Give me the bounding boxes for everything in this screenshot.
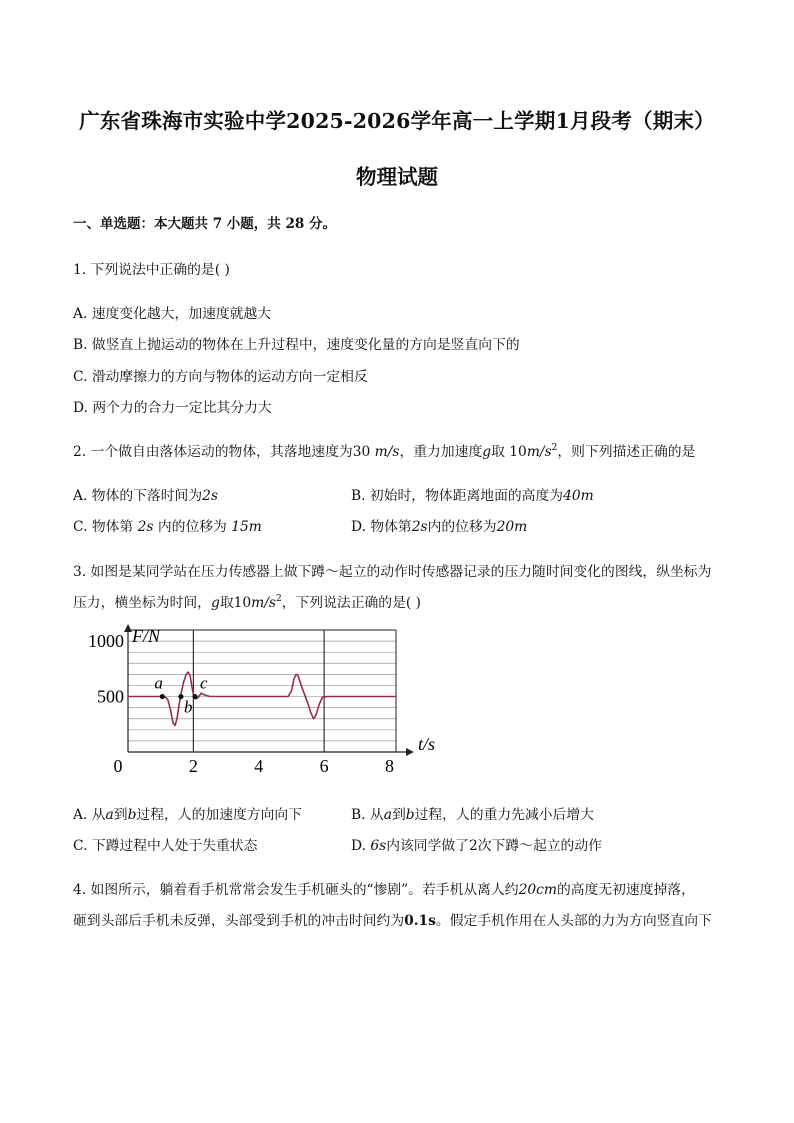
q3-g-exponent: 2 [275,594,282,604]
q4-stem-part: 。假定手机作用在人头部的力为方向竖直向下 [435,913,712,929]
q2-option-a-value: 2s [202,488,218,504]
q3-option-b-text: 到 [391,807,406,823]
q2-option-a-text: A. 物体的下落时间为 [73,488,203,504]
q2-g-exponent: 2 [551,443,558,453]
q3-g-symbol: g [210,595,220,611]
q2-speed-value: 30 [352,444,371,460]
q3-option-a-text: A. 从 [73,807,106,823]
q3-stem-part: ，下列说法正确的是( ) [281,595,422,611]
q2-option-d-text: 内的位移为 [427,519,497,535]
q2-option-c-text: C. 物体第 [73,519,134,535]
q2-option-a [73,484,218,504]
chart-x-tick-label: 8 [384,756,394,776]
q2-g-symbol: g [482,444,492,460]
q2-g-unit: m/s [526,444,552,460]
q3-g-unit: m/s [251,595,276,611]
chart-x-tick-label: 2 [188,756,198,776]
q4-time-value: 0.1s [404,913,436,929]
q3-option-b-text: B. 从 [351,807,384,823]
chart-point-label-a: a [154,673,163,693]
q1-option-a: A. 速度变化越大，加速度就越大 [73,306,272,322]
q2-option-b-value: 40m [563,488,594,504]
chart-x-tick-label: 4 [254,756,264,776]
q4-stem-line1 [73,878,695,898]
chart-y-tick-label: 500 [97,686,124,707]
chart-point-c [192,694,197,699]
q1-option-b: B. 做竖直上抛运动的物体在上升过程中，速度变化量的方向是竖直向下的 [73,337,520,353]
q2-option-c-time: 2s [137,519,154,535]
q4-stem-part: 的高度无初速度掉落， [556,882,695,898]
chart-series-line [128,672,396,725]
q3-option-a-text: 到 [113,807,128,823]
q3-option-a-point: a [105,807,114,823]
q3-option-a [73,803,302,823]
chart-y-arrow [124,624,132,632]
q2-stem-part: ，则下列描述正确的是 [557,444,696,460]
chart-y-tick-label: 1000 [88,631,124,652]
q3-stem-line2 [73,591,421,611]
q2-stem-part: ，重力加速度 [399,444,483,460]
q3-stem-part: 压力，横坐标为时间， [73,595,211,611]
q3-option-d [351,834,602,854]
q3-option-b-point: a [383,807,392,823]
q4-stem-part: 4. 如图所示，躺着看手机常常会发生手机砸头的“惨剧”。若手机从离人约 [73,882,519,898]
q2-stem-part: 取 [491,444,505,460]
q4-stem-part: 砸到头部后手机未反弹，头部受到手机的冲击时间约为 [73,913,405,929]
q2-option-d-value: 20m [496,519,528,535]
chart-x-tick-label: 0 [113,756,123,776]
q3-stem-part: 取 [219,595,234,611]
q3-option-d-text: 内该同学做了2次下蹲～起立的动作 [386,838,602,854]
section-heading: 一、单选题：本大题共 7 小题，共 28 分。 [73,216,336,232]
q2-option-c-text: 内的位移为 [157,519,227,535]
q2-option-d-time: 2s [411,519,428,535]
q3-option-b [351,803,594,823]
chart-x-arrow [406,748,414,756]
chart-point-label-c: c [200,673,208,693]
q3-option-d-time: 6s [370,838,387,854]
q4-stem-line2 [73,909,712,929]
doc-title: 广东省珠海市实验中学2025-2026学年高一上学期1月段考（期末） [79,109,715,133]
q3-option-b-point: b [405,807,415,823]
q2-option-d [351,515,527,535]
q2-stem [73,440,695,460]
q2-speed-unit: m/s [374,444,400,460]
chart-point-a [160,694,165,699]
q3-option-b-text: 过程，人的重力先减小后增大 [414,807,594,823]
chart-x-tick-label: 6 [319,756,329,776]
q4-height-value: 20cm [518,882,557,898]
q2-option-c [73,515,262,535]
q2-option-d-text: D. 物体第 [351,519,412,535]
q2-option-b [351,484,594,504]
q3-option-a-text: 过程，人的加速度方向向下 [136,807,302,823]
q3-g-value: 10 [233,595,252,611]
q2-option-c-value: 15m [231,519,262,535]
q3-stem-line1: 3. 如图是某同学站在压力传感器上做下蹲～起立的动作时传感器记录的压力随时间变化的图线，纵坐标为 [73,564,712,580]
q1-stem: 1. 下列说法中正确的是( ) [73,262,230,278]
chart-point-label-b: b [183,697,193,717]
q3-option-d-text: D. [351,838,371,854]
q1-option-c: C. 滑动摩擦力的方向与物体的运动方向一定相反 [73,369,368,385]
doc-subtitle: 物理试题 [356,165,438,189]
q2-g-value: 10 [509,444,527,460]
q2-stem-part: 2. 一个做自由落体运动的物体，其落地速度为 [73,444,353,460]
chart-point-b [178,694,183,699]
force-time-chart [70,622,470,782]
chart-y-axis-label: F/N [132,626,161,646]
q3-option-c: C. 下蹲过程中人处于失重状态 [73,838,258,854]
q3-option-a-point: b [127,807,137,823]
q2-option-b-text: B. 初始时，物体距离地面的高度为 [351,488,564,504]
q1-option-d: D. 两个力的合力一定比其分力大 [73,400,272,416]
chart-x-axis-label: t/s [418,734,436,754]
